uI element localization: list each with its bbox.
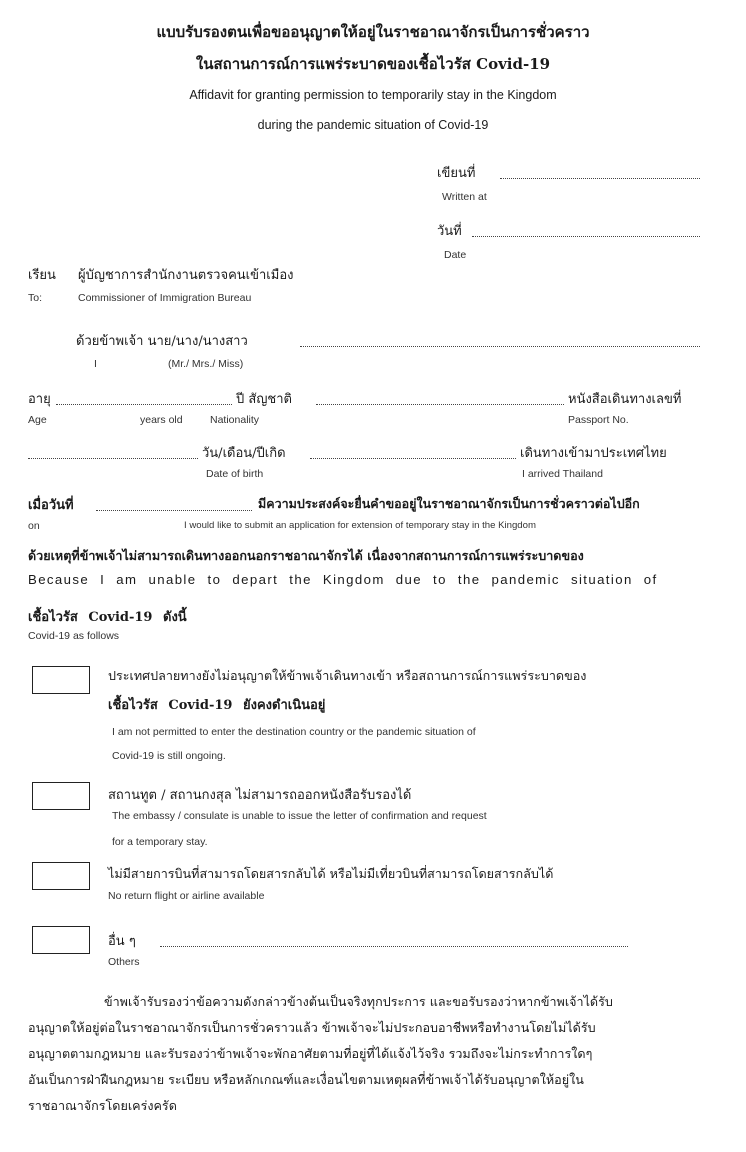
- on-label-en: on: [28, 520, 40, 532]
- nationality-label-th: ปี สัญชาติ: [236, 392, 292, 407]
- wish-text-th: มีความประสงค์จะยื่นคำขออยู่ในราชอาณาจักรเป็นการชั่วคราวต่อไปอีก: [258, 496, 640, 511]
- passport-label-th: หนังสือเดินทางเลขที่: [568, 392, 682, 407]
- follows-word-th: ดังนี้: [163, 610, 187, 625]
- passport-number-field[interactable]: [28, 446, 198, 459]
- option-others-en: Others: [108, 956, 140, 968]
- to-label-th: เรียน: [28, 268, 56, 283]
- declaration-line2: อนุญาตให้อยู่ต่อในราชอาณาจักรเป็นการชั่วคราวแล้ว ข้าพเจ้าจะไม่ประกอบอาชีพหรือทำงานโดยไม่ได้รับ: [28, 1020, 596, 1035]
- title-english-line2: during the pandemic situation of Covid-19: [257, 118, 489, 132]
- covid-word: Covid-19: [88, 610, 153, 625]
- arrived-label-en: I arrived Thailand: [522, 468, 603, 480]
- age-label-en: Age: [28, 414, 47, 426]
- to-value-th: ผู้บัญชาการสำนักงานตรวจคนเข้าเมือง: [78, 268, 294, 283]
- years-old-label-en: years old: [140, 414, 183, 426]
- on-date-label-th: เมื่อวันที่: [28, 498, 74, 513]
- dob-label-en: Date of birth: [206, 468, 264, 480]
- declaration-line3: อนุญาตตามกฎหมาย และรับรองว่าข้าพเจ้าจะพักอาศัยตามที่อยู่ที่ได้แจ้งไว้จริง รวมถึงจะไม่กระทำการใดๆ: [28, 1046, 593, 1061]
- virus-word-th: เชื้อไวรัส: [28, 610, 78, 625]
- option-destination-virus-th: เชื้อไวรัส: [108, 698, 158, 713]
- age-field[interactable]: [56, 392, 232, 405]
- written-at-label-en: Written at: [442, 191, 487, 203]
- written-at-label-th: เขียนที่: [437, 166, 476, 181]
- follows-label-en: Covid-19 as follows: [28, 630, 120, 642]
- option-others-checkbox[interactable]: [32, 926, 90, 954]
- wish-text-en: I would like to submit an application for extension of temporary stay in the Kingdom: [184, 520, 536, 531]
- name-i-en: I: [94, 358, 97, 370]
- option-destination-ongoing-th: ยังคงดำเนินอยู่: [243, 698, 326, 713]
- nationality-label-en: Nationality: [210, 414, 260, 426]
- age-label-th: อายุ: [28, 392, 51, 407]
- option-destination-checkbox[interactable]: [32, 666, 90, 694]
- option-destination-th-line1: ประเทศปลายทางยังไม่อนุญาตให้ข้าพเจ้าเดินทางเข้า หรือสถานการณ์การแพร่ระบาดของ: [108, 668, 587, 683]
- name-field[interactable]: [300, 334, 700, 347]
- option-destination-th-line2: [108, 694, 325, 715]
- title-english-line1: Affidavit for granting permission to temporarily stay in the Kingdom: [189, 88, 557, 102]
- option-embassy-en-line1: The embassy / consulate is unable to issue the letter of confirmation and request: [112, 810, 487, 822]
- reason-virus-th: [28, 606, 187, 627]
- dob-label-th: วัน/เดือน/ปีเกิด: [202, 446, 286, 461]
- option-others-th: อื่น ๆ: [108, 934, 136, 949]
- reason-text-en: Because I am unable to depart the Kingdom due to the pandemic situation of: [28, 572, 658, 587]
- to-label-en: To:: [28, 292, 43, 304]
- date-label-en: Date: [444, 249, 467, 261]
- reason-text-th: ด้วยเหตุที่ข้าพเจ้าไม่สามารถเดินทางออกนอกราชอาณาจักรได้ เนื่องจากสถานการณ์การแพร่ระบาดของ: [28, 548, 584, 563]
- title-thai-line2: ในสถานการณ์การแพร่ระบาดของเชื้อไวรัส Covid-19: [195, 55, 551, 73]
- option-embassy-th-line1: สถานทูต / สถานกงสุล ไม่สามารถออกหนังสือรับรองได้: [108, 788, 412, 803]
- option-others-field[interactable]: [160, 934, 628, 947]
- declaration-line5: ราชอาณาจักรโดยเคร่งครัด: [28, 1098, 177, 1113]
- date-field[interactable]: [472, 224, 700, 237]
- name-label-th: ด้วยข้าพเจ้า นาย/นาง/นางสาว: [76, 334, 248, 349]
- written-at-field[interactable]: [500, 166, 700, 179]
- date-label-th: วันที่: [437, 224, 462, 239]
- title-thai-line1: แบบรับรองตนเพื่อขออนุญาตให้อยู่ในราชอาณาจักรเป็นการชั่วคราว: [156, 23, 590, 41]
- name-title-en: (Mr./ Mrs./ Miss): [168, 358, 244, 370]
- option-embassy-checkbox[interactable]: [32, 782, 90, 810]
- option-no-flight-th-line1: ไม่มีสายการบินที่สามารถโดยสารกลับได้ หรือไม่มีเที่ยวบินที่สามารถโดยสารกลับได้: [108, 866, 554, 881]
- option-destination-en-line1: I am not permitted to enter the destination country or the pandemic situation of: [112, 726, 476, 738]
- arrival-date-field[interactable]: [96, 498, 252, 511]
- arrived-label-th: เดินทางเข้ามาประเทศไทย: [520, 446, 667, 461]
- option-destination-covid: Covid-19: [168, 698, 233, 713]
- option-embassy-en-line2: for a temporary stay.: [112, 836, 208, 848]
- declaration-line4: อันเป็นการฝ่าฝืนกฎหมาย ระเบียบ หรือหลักเกณฑ์และเงื่อนไขตามเหตุผลที่ข้าพเจ้าได้รับอนุญาตให้อยู่ใน: [28, 1072, 584, 1087]
- declaration-line1: ข้าพเจ้ารับรองว่าข้อความดังกล่าวข้างต้นเป็นจริงทุกประการ และขอรับรองว่าหากข้าพเจ้าได้รับ: [104, 994, 613, 1009]
- to-value-en: Commissioner of Immigration Bureau: [78, 292, 252, 304]
- dob-field[interactable]: [310, 446, 516, 459]
- option-destination-en-line2: Covid-19 is still ongoing.: [112, 750, 226, 762]
- passport-label-en: Passport No.: [568, 414, 629, 426]
- nationality-field[interactable]: [316, 392, 564, 405]
- option-no-flight-checkbox[interactable]: [32, 862, 90, 890]
- option-no-flight-en-line1: No return flight or airline available: [108, 890, 265, 902]
